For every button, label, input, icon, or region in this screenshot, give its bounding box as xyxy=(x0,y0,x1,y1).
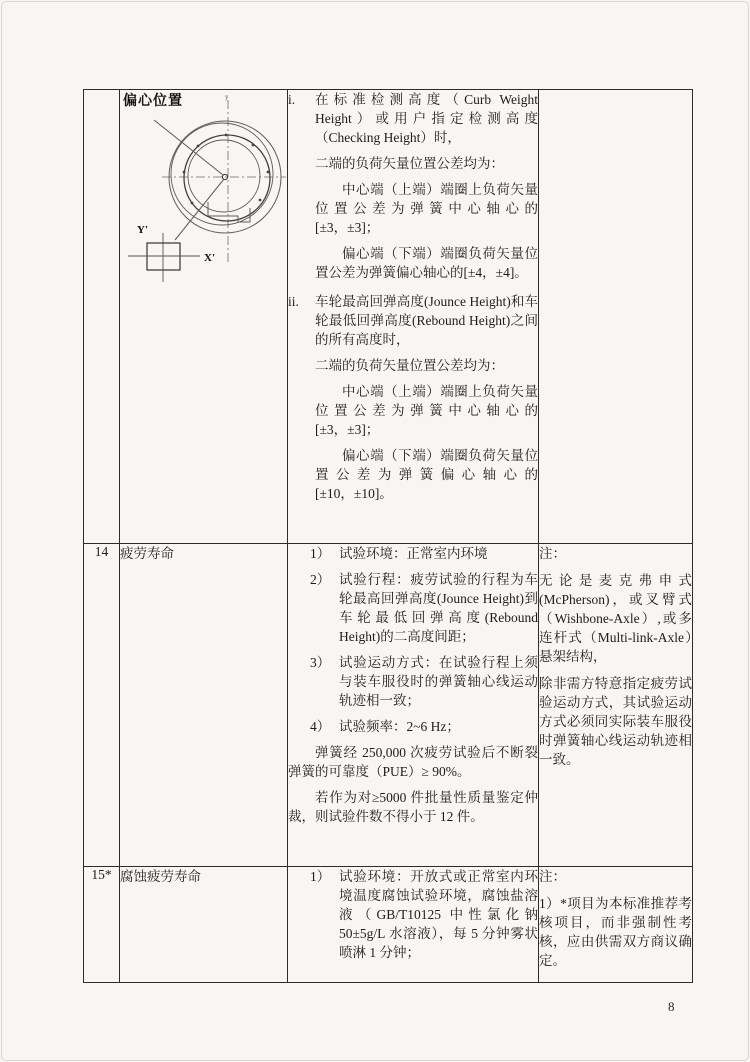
requirement-text: 试验环境：正常室内环境 xyxy=(339,546,488,561)
requirement-text: 在标准检测高度（Curb Weight Height）或用户指定检测高度（Checking Height）时， xyxy=(315,92,538,145)
item-marker: i. xyxy=(288,92,296,107)
item-name-cell xyxy=(120,90,288,544)
y-axis-label: y xyxy=(225,93,229,101)
item-marker: 1） xyxy=(310,546,331,561)
y-prime-label: Y' xyxy=(137,224,148,236)
requirements-cell xyxy=(288,90,539,544)
note-label: 注： xyxy=(539,546,566,561)
table-row-corrosion-fatigue-life xyxy=(84,867,693,983)
requirement-text: 试验环境：开放式或正常室内环境温度腐蚀试验环境，腐蚀盐溶液（GB/T10125 中性氯化钠 50±5g/L 水溶液），每 5 分钟雾状喷淋 1 分钟； xyxy=(339,869,538,960)
requirement-text: 偏心端（下端）端圈负荷矢量位置公差为弹簧偏心轴心的[±4，±4]。 xyxy=(315,246,538,280)
x-prime-label: X' xyxy=(204,252,215,264)
requirement-item xyxy=(288,653,538,710)
item-name-cell: 腐蚀疲劳寿命 xyxy=(120,867,288,983)
requirement-text: 偏心端（下端）端圈负荷矢量位置公差为弹簧偏心轴心的[±10，±10]。 xyxy=(315,448,538,501)
table-row-eccentric-position xyxy=(84,90,693,544)
item-marker: 1） xyxy=(310,869,331,884)
eccentric-position-diagram xyxy=(120,90,288,298)
spring-top-view-icon xyxy=(120,90,288,298)
requirements-cell xyxy=(288,544,539,867)
requirement-item xyxy=(288,544,538,563)
note-text: 除非需方特意指定疲劳试验运动方式，其试验运动方式必须同实际装车服役时弹簧轴心线运动轨迹相一致。 xyxy=(539,676,692,767)
item-marker: 2） xyxy=(310,572,331,587)
requirement-item xyxy=(288,292,538,503)
note-text: 1）*项目为本标准推荐考核项目，而非强制性考核，应由供需双方商议确定。 xyxy=(539,896,692,968)
row-number-cell xyxy=(84,90,120,544)
note-text: 无论是麦克弗申式(McPherson)，或叉臂式（Wishbone-Axle）,或多连杆式（Multi-link-Axle）悬架结构， xyxy=(539,573,692,664)
notes-cell xyxy=(539,544,693,867)
requirement-item xyxy=(288,570,538,646)
notes-cell xyxy=(539,867,693,983)
row-number-cell: 14 xyxy=(84,544,120,867)
page-number: 8 xyxy=(668,999,675,1014)
requirement-text: 二端的负荷矢量位置公差均为： xyxy=(315,156,504,171)
item-marker: 4） xyxy=(310,719,331,734)
item-marker: ii. xyxy=(288,294,299,309)
diagram-title: 偏心位置 xyxy=(123,94,183,109)
requirement-item xyxy=(288,867,538,962)
table-row-fatigue-life xyxy=(84,544,693,867)
requirement-text: 试验行程：疲劳试验的行程为车轮最高回弹高度(Jounce Height)到车轮最低回弹高度(Rebound Height)的二高度间距； xyxy=(339,572,538,644)
requirement-text: 二端的负荷矢量位置公差均为： xyxy=(315,358,504,373)
requirement-text: 试验频率：2~6 Hz； xyxy=(339,719,460,734)
item-name-cell: 疲劳寿命 xyxy=(120,544,288,867)
note-label: 注： xyxy=(539,869,566,884)
requirement-item xyxy=(288,717,538,736)
requirement-text: 中心端（上端）端圈上负荷矢量位置公差为弹簧中心轴心的[±3，±3]； xyxy=(315,384,538,437)
row-number-cell: 15* xyxy=(84,867,120,983)
requirement-paragraph: 弹簧经 250,000 次疲劳试验后不断裂弹簧的可靠度（PUE）≥ 90%。 xyxy=(288,745,538,779)
requirement-text: 车轮最高回弹高度(Jounce Height)和车轮最低回弹高度(Rebound Height)之间的所有高度时， xyxy=(315,294,538,347)
requirement-paragraph: 若作为对≥5000 件批量性质量鉴定仲裁，则试验件数不得小于 12 件。 xyxy=(288,790,538,824)
requirement-text: 中心端（上端）端圈上负荷矢量位置公差为弹簧中心轴心的[±3，±3]； xyxy=(315,182,538,235)
requirement-text: 试验运动方式：在试验行程上须与装车服役时的弹簧轴心线运动轨迹相一致； xyxy=(339,655,538,708)
notes-cell xyxy=(539,90,693,544)
requirements-cell xyxy=(288,867,539,983)
item-marker: 3） xyxy=(310,655,331,670)
spec-table xyxy=(83,89,693,983)
requirement-item xyxy=(288,90,538,282)
